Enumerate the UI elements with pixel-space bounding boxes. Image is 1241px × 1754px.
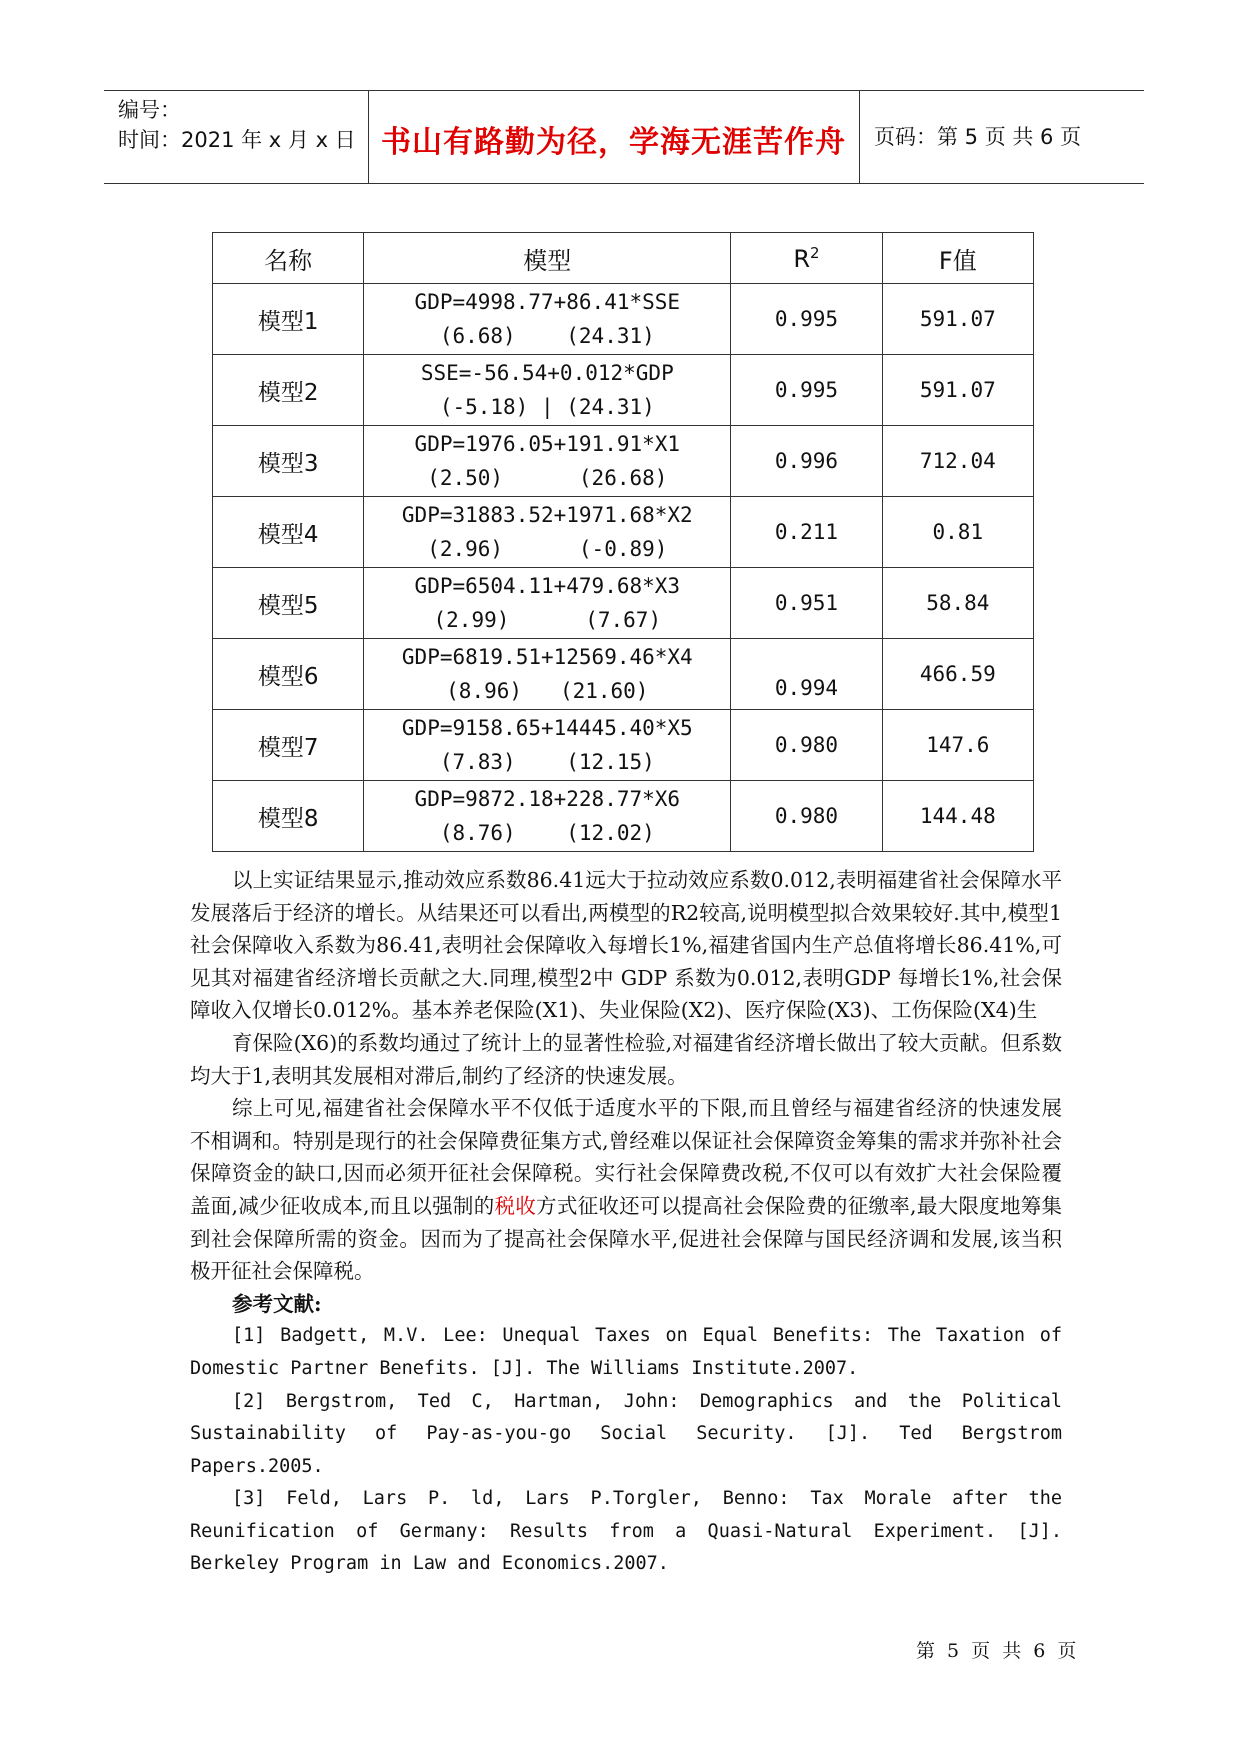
f-value: 466.59	[882, 639, 1033, 710]
r2-value: 0.980	[731, 781, 882, 852]
t-statistics: (7.83) (12.15)	[439, 750, 655, 774]
col-header-model: 模型	[364, 233, 731, 284]
model-equation: GDP=1976.05+191.91*X1	[414, 432, 681, 456]
f-value: 147.6	[882, 710, 1033, 781]
model-name: 模型6	[213, 639, 364, 710]
f-value: 58.84	[882, 568, 1033, 639]
table-row	[213, 355, 1034, 426]
model-equation: GDP=6819.51+12569.46*X4	[401, 645, 693, 669]
r-label: R	[793, 244, 810, 273]
model-equation-cell	[364, 781, 731, 852]
model-equation-cell	[364, 568, 731, 639]
body-text	[190, 864, 1062, 1581]
paragraph-insurance: 育保险(X6)的系数均通过了统计上的显著性检验,对福建省经济增长做出了较大贡献。但系数均大于1,表明其发展相对滞后,制约了经济的快速发展。	[190, 1030, 1062, 1088]
header-divider	[859, 91, 860, 183]
r2-value: 0.980	[731, 710, 882, 781]
t-statistics: (2.99) (7.67)	[433, 608, 662, 632]
table-row	[213, 426, 1034, 497]
f-value: 591.07	[882, 284, 1033, 355]
model-name: 模型1	[213, 284, 364, 355]
r2-value: 0.995	[731, 355, 882, 426]
model-name: 模型2	[213, 355, 364, 426]
model-equation: GDP=6504.11+479.68*X3	[414, 574, 681, 598]
table-header-row	[213, 233, 1034, 284]
model-name: 模型3	[213, 426, 364, 497]
r2-value: 0.211	[731, 497, 882, 568]
time-label: 时间：2021 年 x 月 x 日	[118, 128, 356, 152]
number-label: 编号：	[118, 98, 181, 122]
table-row	[213, 639, 1034, 710]
col-header-name: 名称	[213, 233, 364, 284]
t-statistics: (8.76) (12.02)	[439, 821, 655, 845]
model-equation-cell	[364, 426, 731, 497]
r2-value: 0.996	[731, 426, 882, 497]
model-equation-cell	[364, 497, 731, 568]
t-statistics: (-5.18) | (24.31)	[439, 395, 655, 419]
paragraph-conclusion	[190, 1092, 1062, 1288]
model-equation-cell	[364, 284, 731, 355]
reference-item: [1] Badgett, M.V. Lee: Unequal Taxes on Equal Benefits: The Taxation of Domestic Partner Benefits. [J]. The Williams Institute.2007.	[190, 1325, 1062, 1379]
r2-value: 0.995	[731, 284, 882, 355]
r2-value: 0.951	[731, 568, 882, 639]
model-name: 模型4	[213, 497, 364, 568]
t-statistics: (2.50) (26.68)	[427, 466, 668, 490]
header-motto: 书山有路勤为径，学海无涯苦作舟	[381, 125, 846, 160]
col-header-f: F值	[882, 233, 1033, 284]
table-row	[213, 781, 1034, 852]
f-value: 591.07	[882, 355, 1033, 426]
model-equation: SSE=-56.54+0.012*GDP	[420, 361, 674, 385]
table-row	[213, 710, 1034, 781]
t-statistics: (8.96) (21.60)	[446, 679, 649, 703]
table-row	[213, 568, 1034, 639]
model-equation-cell	[364, 710, 731, 781]
header-meta	[118, 95, 358, 155]
regression-table	[212, 232, 1034, 852]
model-name: 模型8	[213, 781, 364, 852]
r2-value-cell	[731, 639, 882, 710]
model-equation: GDP=31883.52+1971.68*X2	[401, 503, 693, 527]
page-footer: 第 5 页 共 6 页	[916, 1640, 1077, 1662]
model-equation: GDP=9872.18+228.77*X6	[414, 787, 681, 811]
model-equation: GDP=4998.77+86.41*SSE	[414, 290, 681, 314]
tax-link[interactable]: 税收	[494, 1193, 537, 1218]
model-equation-cell	[364, 639, 731, 710]
conclusion-text-b: 方式征收还可以提高社会保险费的征缴率,最大限度地筹集到社会保障所需的资金。因而为了提高社会保障水平,促进社会保障与国民经济调和发展,该当积极开征社会保障税。	[190, 1193, 1063, 1284]
t-statistics: (6.68) (24.31)	[439, 324, 655, 348]
page-header	[104, 90, 1144, 184]
reference-item: [3] Feld, Lars P. ld, Lars P.Torgler, Benno: Tax Morale after the Reunification of Germany: Results from a Quasi-Natural Experiment. [J]. Berkeley Program in Law and Economics.2007.	[190, 1488, 1062, 1575]
references-title: 参考文献:	[232, 1291, 322, 1316]
f-value: 0.81	[882, 497, 1033, 568]
r-superscript: 2	[810, 243, 820, 262]
reference-item: [2] Bergstrom, Ted C, Hartman, John: Demographics and the Political Sustainability of Pay-as-you-go Social Security. [J]. Ted Bergstrom Papers.2005.	[190, 1390, 1062, 1477]
model-equation: GDP=9158.65+14445.40*X5	[401, 716, 693, 740]
conclusion-text-a: 综上可见,福建省社会保障水平不仅低于适度水平的下限,而且曾经与福建省经济的快速发展不相调和。特别是现行的社会保障费征集方式,曾经难以保证社会保障资金筹集的需求并弥补社会保障资金的缺口,因而必须开征社会保障税。实行社会保障费改税,不仅可以有效扩大社会保险覆盖面,减少征收成本,而且以强制的	[190, 1096, 1062, 1218]
table-row	[213, 497, 1034, 568]
paragraph-results: 以上实证结果显示,推动效应系数86.41远大于拉动效应系数0.012,表明福建省社会保障水平发展落后于经济的增长。从结果还可以看出,两模型的R2较高,说明模型拟合效果较好.其中,模型1社会保障收入系数为86.41,表明社会保障收入每增长1%,福建省国内生产总值将增长86.41%,可见其对福建省经济增长贡献之大.同理,模型2中 GDP 系数为0.012,表明GDP 每增长1%,社会保障收入仅增长0.012%。基本养老保险(X1)、失业保险(X2)、医疗保险(X3)、工伤保险(X4)生	[190, 868, 1062, 1023]
model-equation-cell	[364, 355, 731, 426]
t-statistics: (2.96) (-0.89)	[427, 537, 668, 561]
f-value: 144.48	[882, 781, 1033, 852]
model-name: 模型5	[213, 568, 364, 639]
header-page-info: 页码：第 5 页 共 6 页	[874, 125, 1082, 149]
model-name: 模型7	[213, 710, 364, 781]
table-row	[213, 284, 1034, 355]
col-header-r2	[731, 233, 882, 284]
r2-value: 0.994	[774, 676, 839, 700]
f-value: 712.04	[882, 426, 1033, 497]
